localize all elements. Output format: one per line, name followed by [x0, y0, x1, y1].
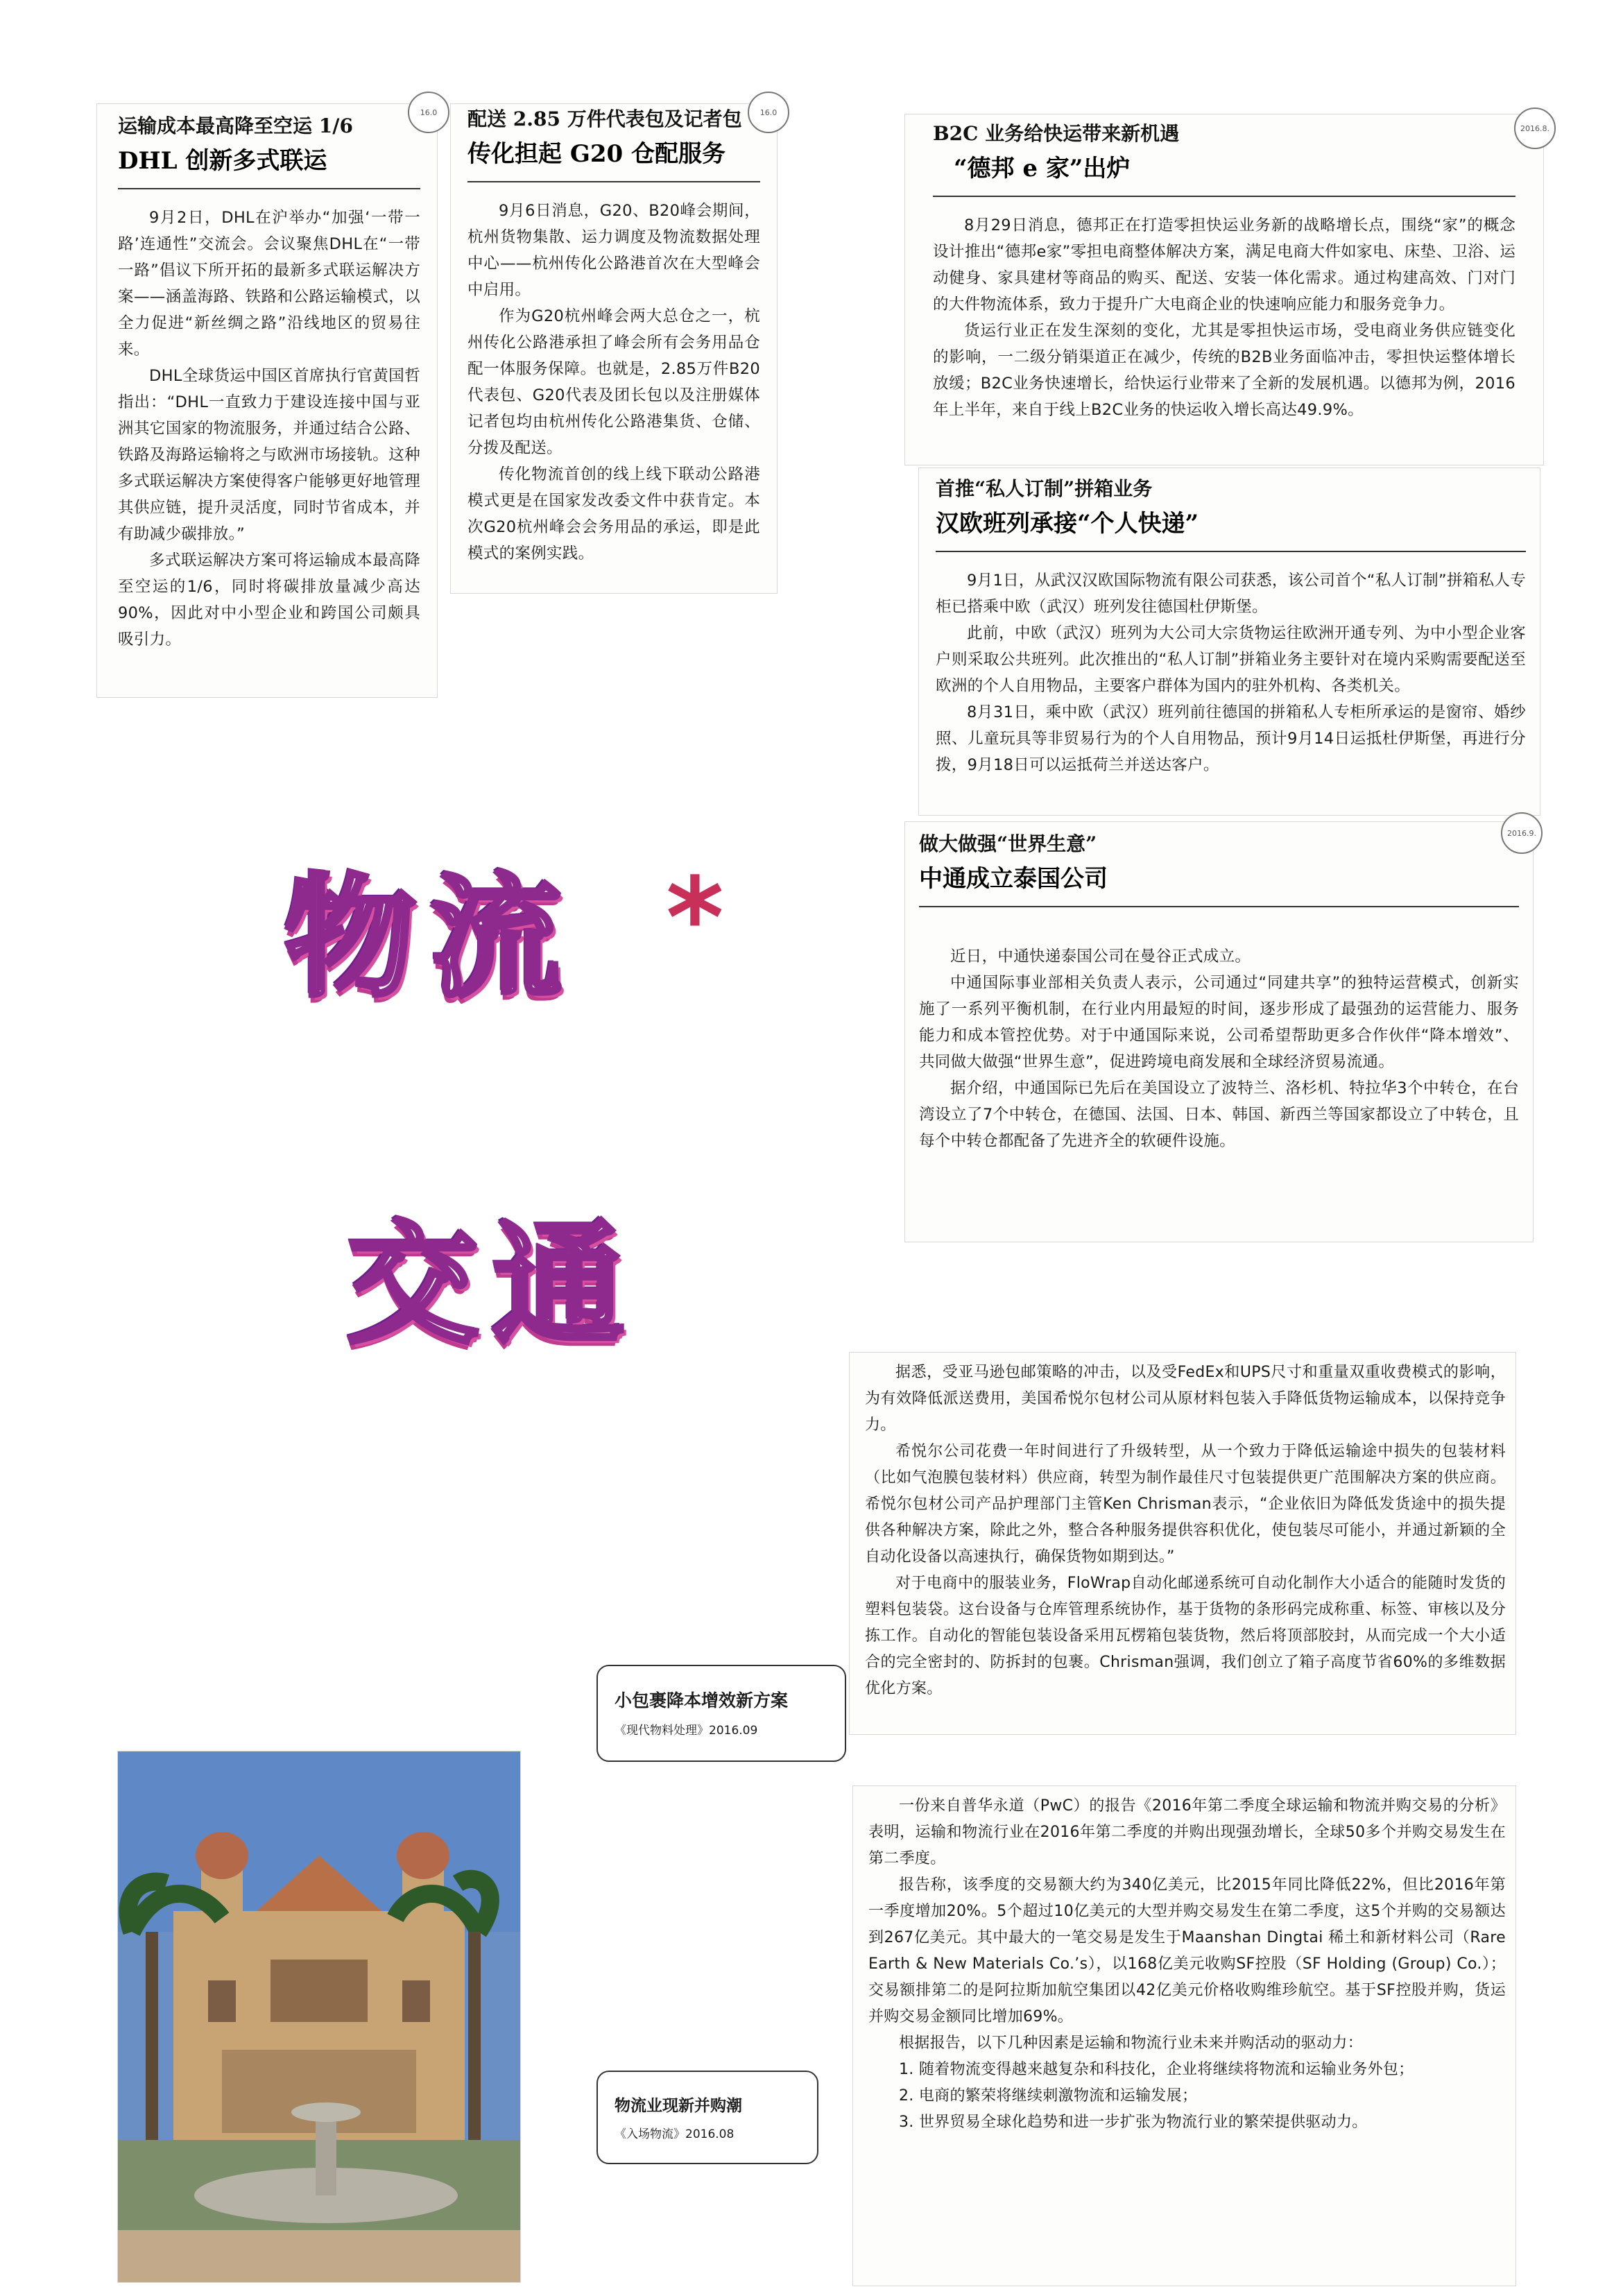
photo-illustration [118, 1751, 520, 2282]
paragraph: 9月1日，从武汉汉欧国际物流有限公司获悉，该公司首个“私人订制”拼箱私人专柜已搭乘中欧（武汉）班列发往德国杜伊斯堡。 [936, 572, 1526, 616]
sealed-air-clipping [850, 1353, 1515, 1734]
paragraph: 报告称，该季度的交易额大约为340亿美元，比2015年同比降低22%，但比2016年第一季度增加20%。5个超过10亿美元的大型并购交易发生在第二季度，这5个并购的交易额达到267亿美元。其中最大的一笔交易是发生于Maanshan Dingtai 稀土和新材料公司（Rare Earth & New Materials Co.’s），以168亿美元收购SF控股（SF Holding (Group) Co.）；交易额排第二的是阿拉斯加航空集团以42亿美元价格收购维珍航空。基于SF控股并购，货运并购交易金额同比增加69%。 [868, 1876, 1506, 2025]
paragraph: 据介绍，中通国际已先后在美国设立了波特兰、洛杉机、特拉华3个中转仓，在台湾设立了7个中转仓，在德国、法国、日本、韩国、新西兰等国家都设立了中转仓，且每个中转仓都配备了先进齐全的软硬件设施。 [919, 1079, 1519, 1150]
date-stamp: 16.0 [748, 92, 789, 133]
g20-clipping [451, 104, 777, 593]
paragraph: 中通国际事业部相关负责人表示，公司通过“同建共享”的独特运营模式，创新实施了一系列平衡机制，在行业内用最短的时间，逐步形成了最强劲的运营能力、服务能力和成本管控优势。对于中通国际来说，公司希望帮助更多合作伙伴“降本增效”、共同做大做强“世界生意”，促进跨境电商发展和全球经济贸易流通。 [919, 974, 1519, 1071]
source-title: 物流业现新并购潮 [615, 2097, 742, 2115]
paragraph: 一份来自普华永道（PwC）的报告《2016年第二季度全球运输和物流并购交易的分析》表明，运输和物流行业在2016年第二季度的并购出现强劲增长，全球50多个并购交易发生在第二季度。 [868, 1797, 1506, 1867]
pwc-source-box [596, 2071, 818, 2164]
date-stamp: 2016.8. [1514, 108, 1556, 149]
article-kicker: 配送 2.85 万件代表包及记者包 [467, 108, 742, 130]
divider [467, 181, 760, 182]
paragraph: 近日，中通快递泰国公司在曼谷正式成立。 [950, 948, 1251, 966]
paragraph: 此前，中欧（武汉）班列为大公司大宗货物运往欧洲开通专列、为中小型企业客户则采取公共班列。此次推出的“私人订制”拼箱业务主要针对在境内采购需要配送至欧洲的个人自用物品，主要客户群体为国内的驻外机构、各类机关。 [936, 624, 1526, 695]
paragraph: 作为G20杭州峰会两大总仓之一，杭州传化公路港承担了峰会所有会务用品仓配一体服务保障。也就是，2.85万件B20代表包、G20代表及团长包以及注册媒体记者包均由杭州传化公路港集货、仓储、分拨及配送。 [467, 307, 760, 457]
title-transport: 交通 [347, 1208, 639, 1362]
divider [936, 551, 1526, 552]
article-body [865, 1360, 1506, 1702]
divider [919, 906, 1519, 907]
paragraph: 希悦尔公司花费一年时间进行了升级转型，从一个致力于降低运输途中损失的包装材料（比如气泡膜包装材料）供应商，转型为制作最佳尺寸包装提供更广范围解决方案的供应商。希悦尔包材公司产品护理部门主管Ken Chrisman表示，“企业依旧为降低发货途中的损失提供各种解决方案，除此之外，整合各种服务提供容积优化，使包装尽可能小，并通过新颖的全自动化设备以高速执行，确保货物如期到达。” [865, 1443, 1506, 1566]
pwc-clipping [853, 1786, 1515, 2286]
article-body [933, 212, 1515, 423]
paragraph: 多式联运解决方案可将运输成本最高降至空运的1/6，同时将碳排放量减少高达90%，因此对中小型企业和跨国公司颇具吸引力。 [118, 551, 420, 649]
article-body [467, 198, 760, 567]
article-kicker: 做大做强“世界生意” [919, 832, 1097, 855]
hanou-clipping [919, 468, 1540, 815]
date-stamp: 2016.9. [1501, 812, 1543, 854]
paragraph: 货运行业正在发生深刻的变化，尤其是零担快运市场，受电商业务供应链变化的影响，一二级分销渠道正在减少，传统的B2B业务面临冲击，零担快运整体增长放缓；B2C业务快速增长，给快运行业带来了全新的发展机遇。以德邦为例，2016年上半年，来自于线上B2C业务的快运收入增长高达49.9%。 [933, 322, 1515, 419]
article-headline: 中通成立泰国公司 [919, 865, 1108, 893]
article-kicker: 运输成本最高降至空运 1/6 [118, 114, 353, 137]
title-transport-panel [340, 1165, 756, 1380]
debon-clipping [905, 114, 1549, 465]
list-item: 3. 世界贸易全球化趋势和进一步扩张为物流行业的繁荣提供驱动力。 [899, 2114, 1368, 2131]
paragraph: 8月29日消息，德邦正在打造零担快运业务新的战略增长点，围绕“家”的概念设计推出“德邦e家”零担电商整体解决方案，满足电商大件如家电、床垫、卫浴、运动健身、家具建材等商品的购买、配送、安装一体化需求。通过构建高效、门对门的大件物流体系，致力于提升广大电商企业的快速响应能力和服务竞争力。 [933, 216, 1515, 314]
sealed-air-source-box [596, 1665, 846, 1762]
paragraph: 对于电商中的服装业务，FloWrap自动化邮递系统可自动化制作大小适合的能随时发货的塑料包装袋。这台设备与仓库管理系统协作，基于货物的条形码完成称重、标签、审核以及分拣工作。自动化的智能包装设备采用瓦楞箱包装货物，然后将顶部胶封，从而完成一个大小适合的完全密封的、防拆封的包裹。Chrisman强调，我们创立了箱子高度节省60%的多维数据优化方案。 [865, 1575, 1506, 1697]
article-headline: DHL 创新多式联运 [118, 147, 327, 175]
paragraph: 8月31日，乘中欧（武汉）班列前往德国的拼箱私人专柜所承运的是窗帘、婚纱照、儿童玩具等非贸易行为的个人自用物品，预计9月14日运抵杜伊斯堡，再进行分拨，9月18日可以运抵荷兰并送达客户。 [936, 703, 1526, 774]
article-kicker: B2C 业务给快运带来新机遇 [933, 122, 1180, 145]
source-reference: 《现代物料处理》2016.09 [615, 1724, 758, 1738]
article-body [868, 1793, 1506, 2136]
article-headline: 传化担起 G20 仓配服务 [467, 140, 726, 168]
article-body [118, 205, 420, 653]
divider [933, 196, 1515, 197]
zto-clipping [905, 822, 1536, 1242]
paragraph: 9月2日，DHL在沪举办“加强‘一带一路’连通性”交流会。会议聚焦DHL在“一带一路”倡议下所开拓的最新多式联运解决方案——涵盖海路、铁路和公路运输模式，以全力促进“新丝绸之路”沿线地区的贸易往来。 [118, 209, 420, 359]
paragraph: 9月6日消息，G20、B20峰会期间，杭州货物集散、运力调度及物流数据处理中心——杭州传化公路港首次在大型峰会中启用。 [467, 202, 760, 299]
list-item: 2. 电商的繁荣将继续刺激物流和运输发展； [899, 2087, 1198, 2105]
dhl-clipping [97, 104, 437, 697]
title-logistics: 物流 [284, 862, 576, 1015]
building-photo [118, 1751, 520, 2282]
article-body [936, 567, 1526, 778]
asterisk-decoration: * [666, 853, 724, 983]
list-item: 1. 随着物流变得越来越复杂和科技化，企业将继续将物流和运输业务外包； [899, 2061, 1414, 2078]
paragraph: 据悉，受亚马逊包邮策略的冲击，以及受FedEx和UPS尺寸和重量双重收费模式的影响，为有效降低派送费用，美国希悦尔包材公司从原材料包装入手降低货物运输成本，以保持竞争力。 [865, 1364, 1506, 1434]
paragraph: DHL全球货运中国区首席执行官黄国哲指出：“DHL一直致力于建设连接中国与亚洲其它国家的物流服务，并通过结合公路、铁路及海路运输将之与欧洲市场接轨。这种多式联运解决方案使得客户能够更好地管理其供应链，提升灵活度，同时节省成本，并有助减少碳排放。” [118, 367, 420, 543]
source-reference: 《入场物流》2016.08 [615, 2127, 735, 2141]
source-title: 小包裹降本增效新方案 [615, 1690, 789, 1711]
paragraph: 传化物流首创的线上线下联动公路港模式更是在国家发改委文件中获肯定。本次G20杭州峰会会务用品的承运，即是此模式的案例实践。 [467, 465, 760, 563]
date-stamp: 16.0 [408, 92, 449, 133]
article-headline: “德邦 e 家”出炉 [954, 155, 1131, 182]
divider [118, 188, 420, 189]
article-kicker: 首推“私人订制”拼箱业务 [936, 477, 1153, 500]
paragraph: 根据报告，以下几种因素是运输和物流行业未来并购活动的驱动力： [899, 2034, 1364, 2052]
article-headline: 汉欧班列承接“个人快递” [936, 510, 1199, 538]
article-body [919, 943, 1519, 1154]
